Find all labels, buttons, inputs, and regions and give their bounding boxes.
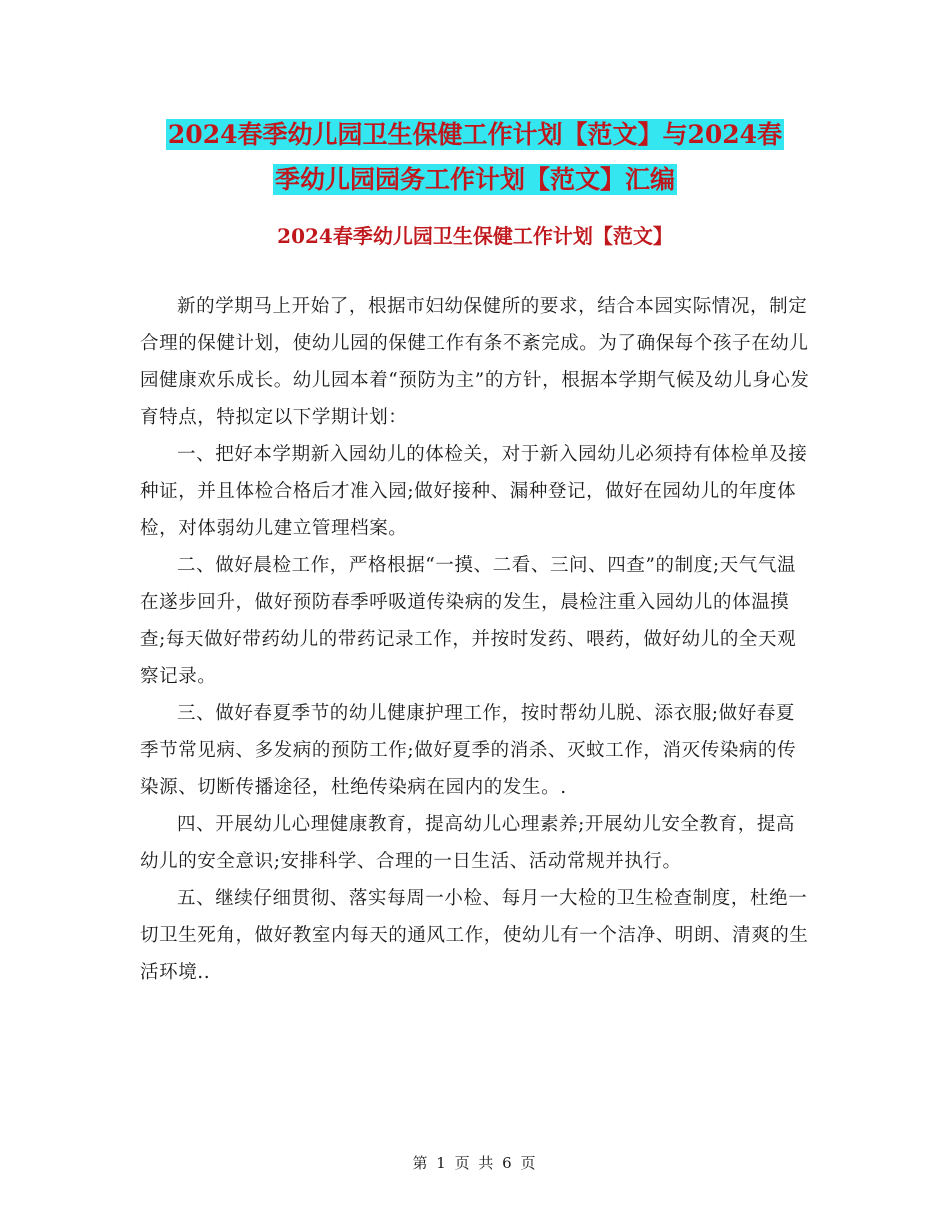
paragraph-item-4: 四、开展幼儿心理健康教育，提高幼儿心理素养;开展幼儿安全教育，提高幼儿的安全意识;安排科学、合理的一日生活、活动常规并执行。 — [140, 814, 796, 872]
paragraph-intro: 新的学期马上开始了，根据市妇幼保健所的要求，结合本园实际情况，制定合理的保健计划，使幼儿园的保健工作有条不紊完成。为了确保每个孩子在幼儿园健康欢乐成长。幼儿园本着“预防为主”的方针，根据本学期气候及幼儿身心发育特点，特拟定以下学期计划： — [140, 296, 810, 428]
section-title: 2024春季幼儿园卫生保健工作计划【范文】 — [277, 224, 673, 248]
paragraph-item-1: 一、把好本学期新入园幼儿的体检关，对于新入园幼儿必须持有体检单及接种证，并且体检合格后才准入园;做好接种、漏种登记，做好在园幼儿的年度体检，对体弱幼儿建立管理档案。 — [140, 444, 808, 539]
document-body — [140, 288, 810, 991]
document-title — [120, 112, 830, 202]
paragraph-item-3: 三、做好春夏季节的幼儿健康护理工作，按时帮幼儿脱、添衣服;做好春夏季节常见病、多发病的预防工作;做好夏季的消杀、灭蚊工作，消灭传染病的传染源、切断传播途径，杜绝传染病在园内的发生。. — [140, 703, 797, 798]
title-line-2: 季幼儿园园务工作计划【范文】汇编 — [274, 165, 675, 194]
page-number-footer: 第 1 页 共 6 页 — [412, 1154, 538, 1172]
paragraph-item-5: 五、继续仔细贯彻、落实每周一小检、每月一大检的卫生检查制度，杜绝一切卫生死角，做好教室内每天的通风工作，使幼儿有一个洁净、明朗、清爽的生活环境.. — [140, 888, 809, 983]
paragraph-item-2: 二、做好晨检工作，严格根据“一摸、二看、三问、四查”的制度;天气气温在遂步回升，做好预防春季呼吸道传染病的发生，晨检注重入园幼儿的体温摸查;每天做好带药幼儿的带药记录工作，并按时发药、喂药，做好幼儿的全天观察记录。 — [140, 555, 797, 687]
title-line-1: 2024春季幼儿园卫生保健工作计划【范文】与2024春 — [167, 120, 783, 149]
